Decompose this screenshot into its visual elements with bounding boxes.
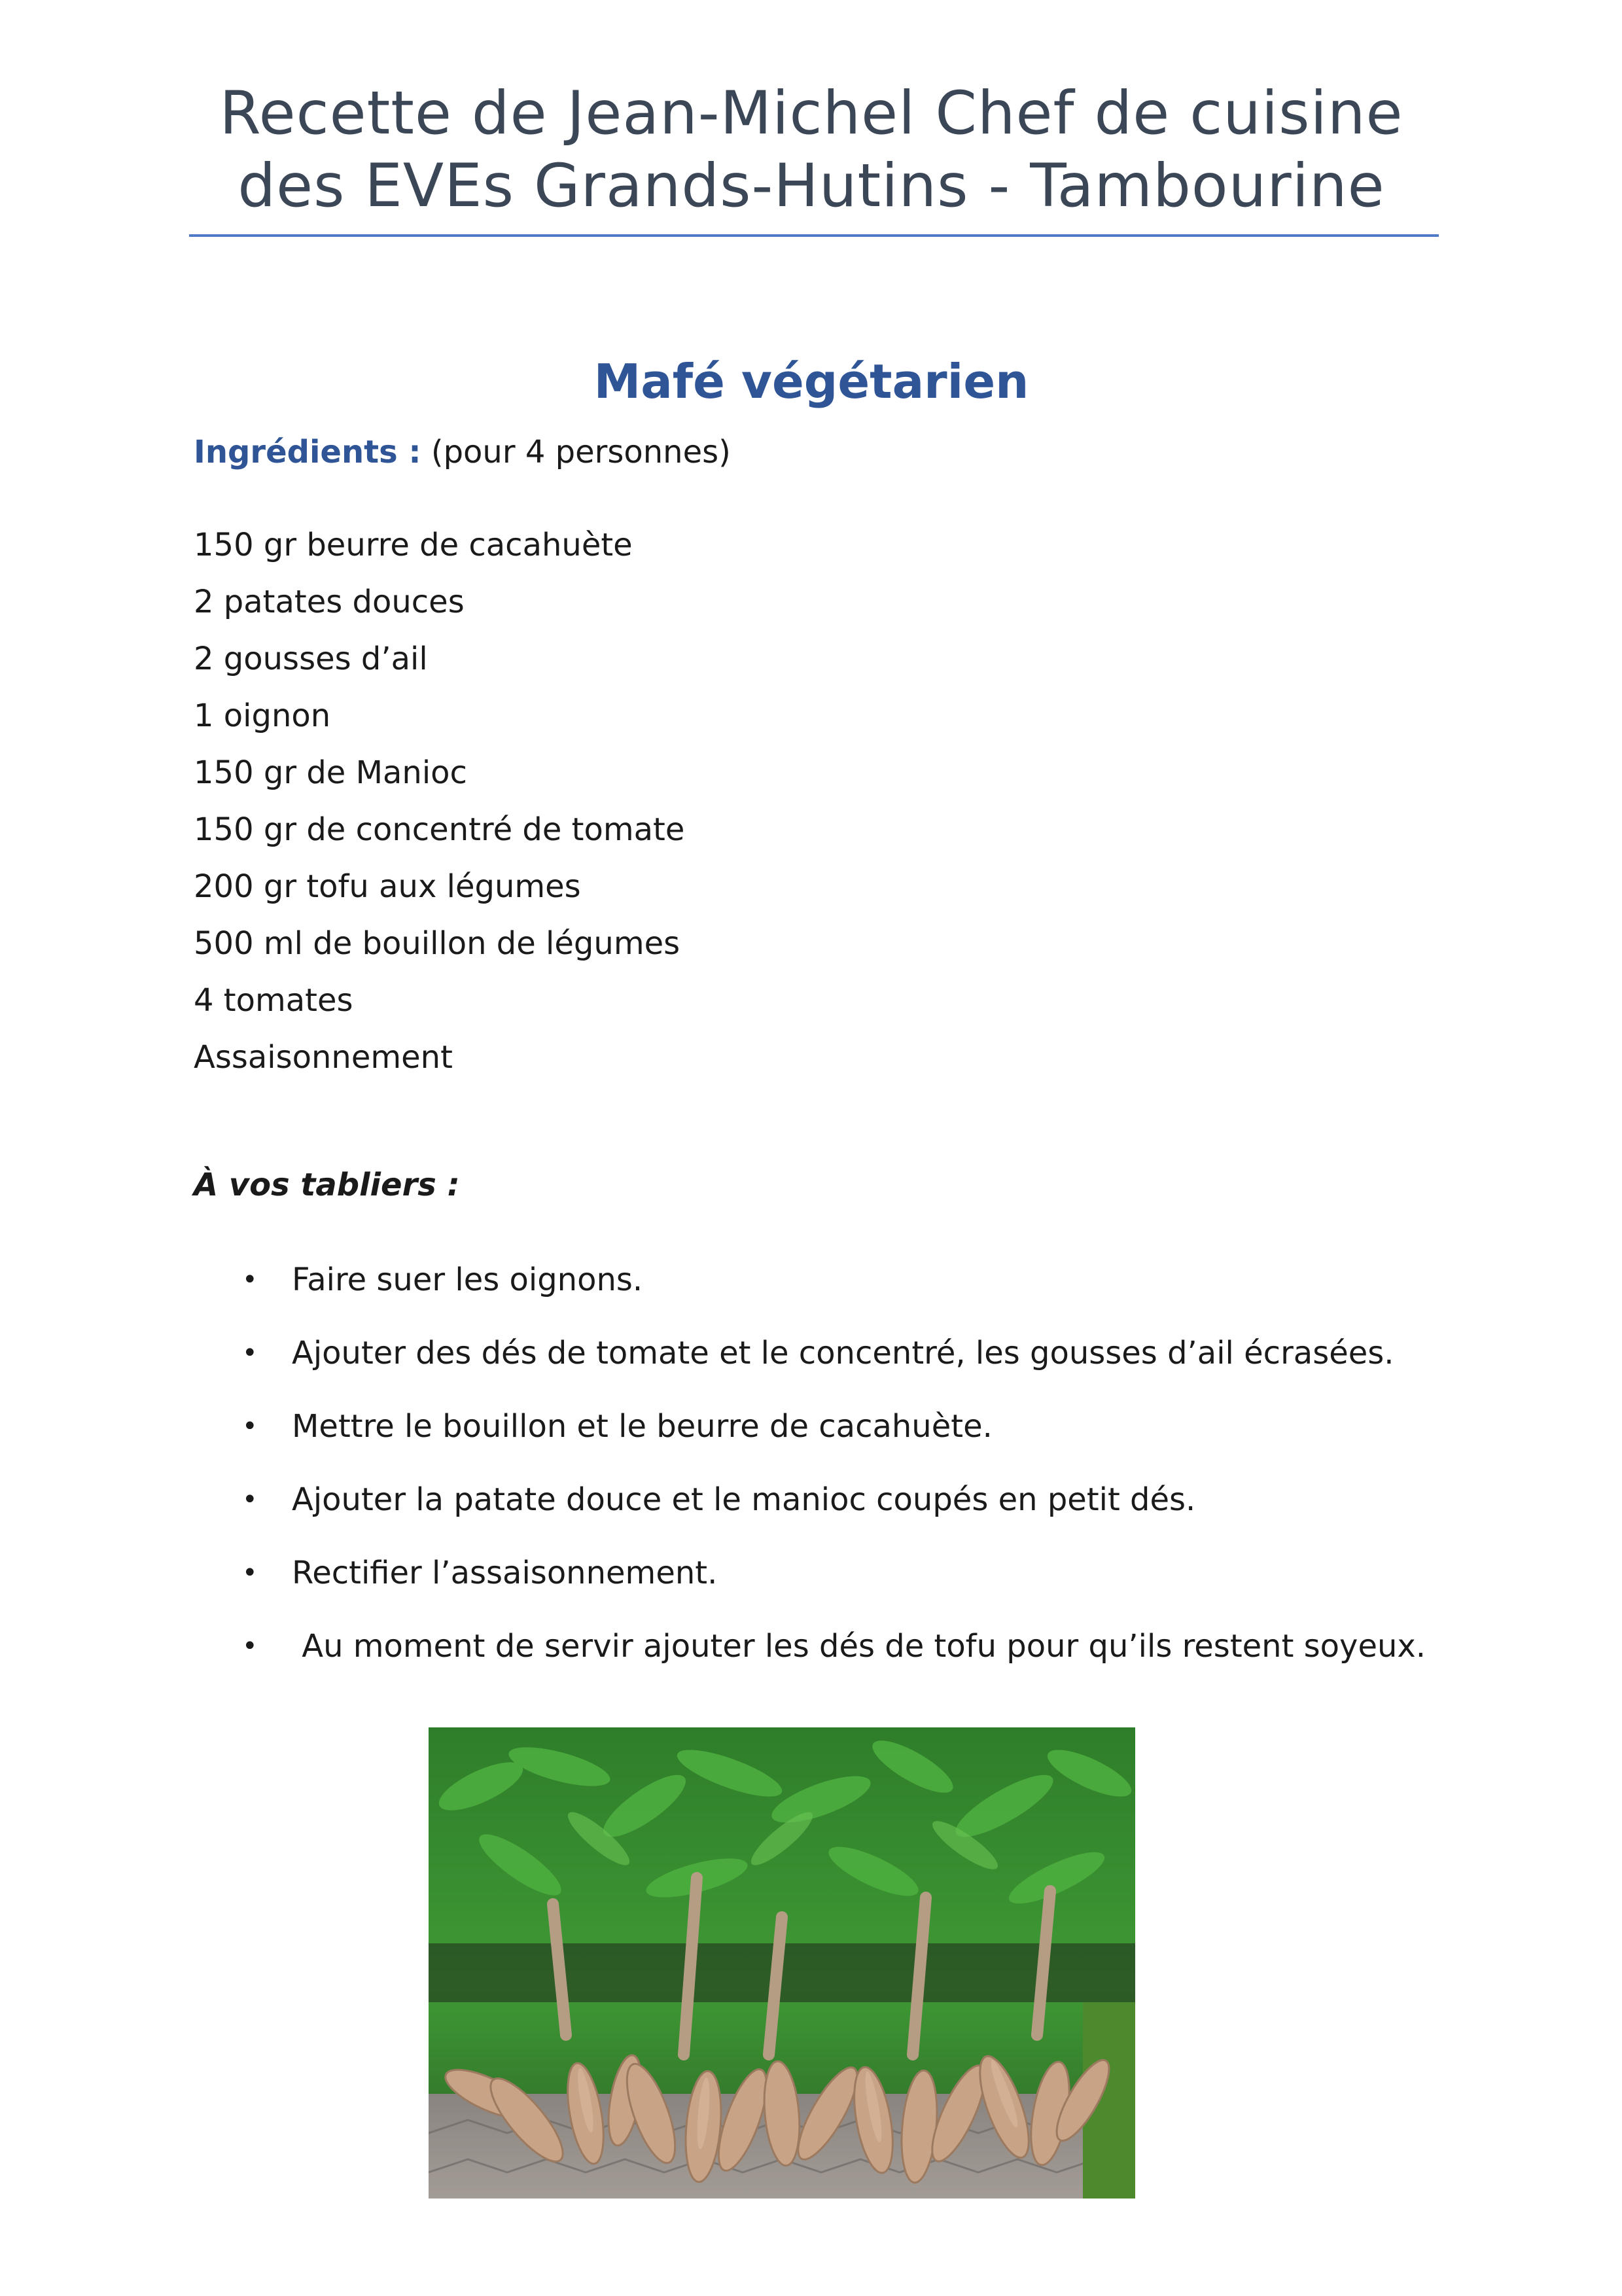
ingredient-item: 150 gr de concentré de tomate bbox=[194, 811, 685, 848]
ingredient-item: 2 patates douces bbox=[194, 584, 465, 620]
step-item bbox=[242, 1623, 1485, 1696]
step-item bbox=[242, 1330, 1485, 1403]
recipe-title: Mafé végétarien bbox=[593, 354, 1029, 409]
step-text: Faire suer les oignons. bbox=[292, 1262, 643, 1298]
ingredient-item: 200 gr tofu aux légumes bbox=[194, 868, 581, 905]
bullet-icon: • bbox=[242, 1338, 258, 1368]
bullet-icon: • bbox=[242, 1485, 258, 1515]
ingredients-heading bbox=[194, 429, 731, 476]
step-text: Au moment de servir ajouter les dés de tofu pour qu’ils restent soyeux. bbox=[292, 1628, 1426, 1665]
step-item bbox=[242, 1403, 1485, 1476]
step-text: Ajouter la patate douce et le manioc coupés en petit dés. bbox=[292, 1481, 1196, 1518]
bullet-icon: • bbox=[242, 1631, 258, 1661]
step-item bbox=[242, 1549, 1485, 1623]
bullet-icon: • bbox=[242, 1411, 258, 1441]
title-underline bbox=[189, 234, 1439, 237]
servings-text: (pour 4 personnes) bbox=[431, 434, 731, 470]
step-item bbox=[242, 1256, 1485, 1330]
bullet-icon: • bbox=[242, 1558, 258, 1588]
document-title-line-2: des EVEs Grands-Hutins - Tambourine bbox=[238, 152, 1385, 221]
ingredient-item: 500 ml de bouillon de légumes bbox=[194, 925, 680, 962]
ingredients-label: Ingrédients : bbox=[194, 434, 421, 470]
ingredients-list bbox=[194, 517, 684, 1086]
ingredient-item: 150 gr beurre de cacahuète bbox=[194, 527, 633, 563]
ingredient-item: Assaisonnement bbox=[194, 1039, 453, 1076]
steps-list bbox=[242, 1256, 1485, 1696]
step-item bbox=[242, 1476, 1485, 1549]
bullet-icon: • bbox=[242, 1265, 258, 1295]
document-title bbox=[157, 77, 1466, 222]
ingredient-item: 1 oignon bbox=[194, 698, 331, 734]
step-text: Rectifier l’assaisonnement. bbox=[292, 1555, 718, 1591]
steps-heading: À vos tabliers : bbox=[194, 1167, 460, 1203]
ingredient-item: 2 gousses d’ail bbox=[194, 641, 428, 677]
step-text: Ajouter des dés de tomate et le concentré, les gousses d’ail écrasées. bbox=[292, 1335, 1394, 1371]
ingredient-item: 4 tomates bbox=[194, 982, 353, 1019]
cassava-photo bbox=[429, 1727, 1135, 2199]
ingredient-item: 150 gr de Manioc bbox=[194, 754, 467, 791]
step-text: Mettre le bouillon et le beurre de cacahuète. bbox=[292, 1408, 993, 1445]
document-title-line-1: Recette de Jean-Michel Chef de cuisine bbox=[219, 79, 1403, 148]
